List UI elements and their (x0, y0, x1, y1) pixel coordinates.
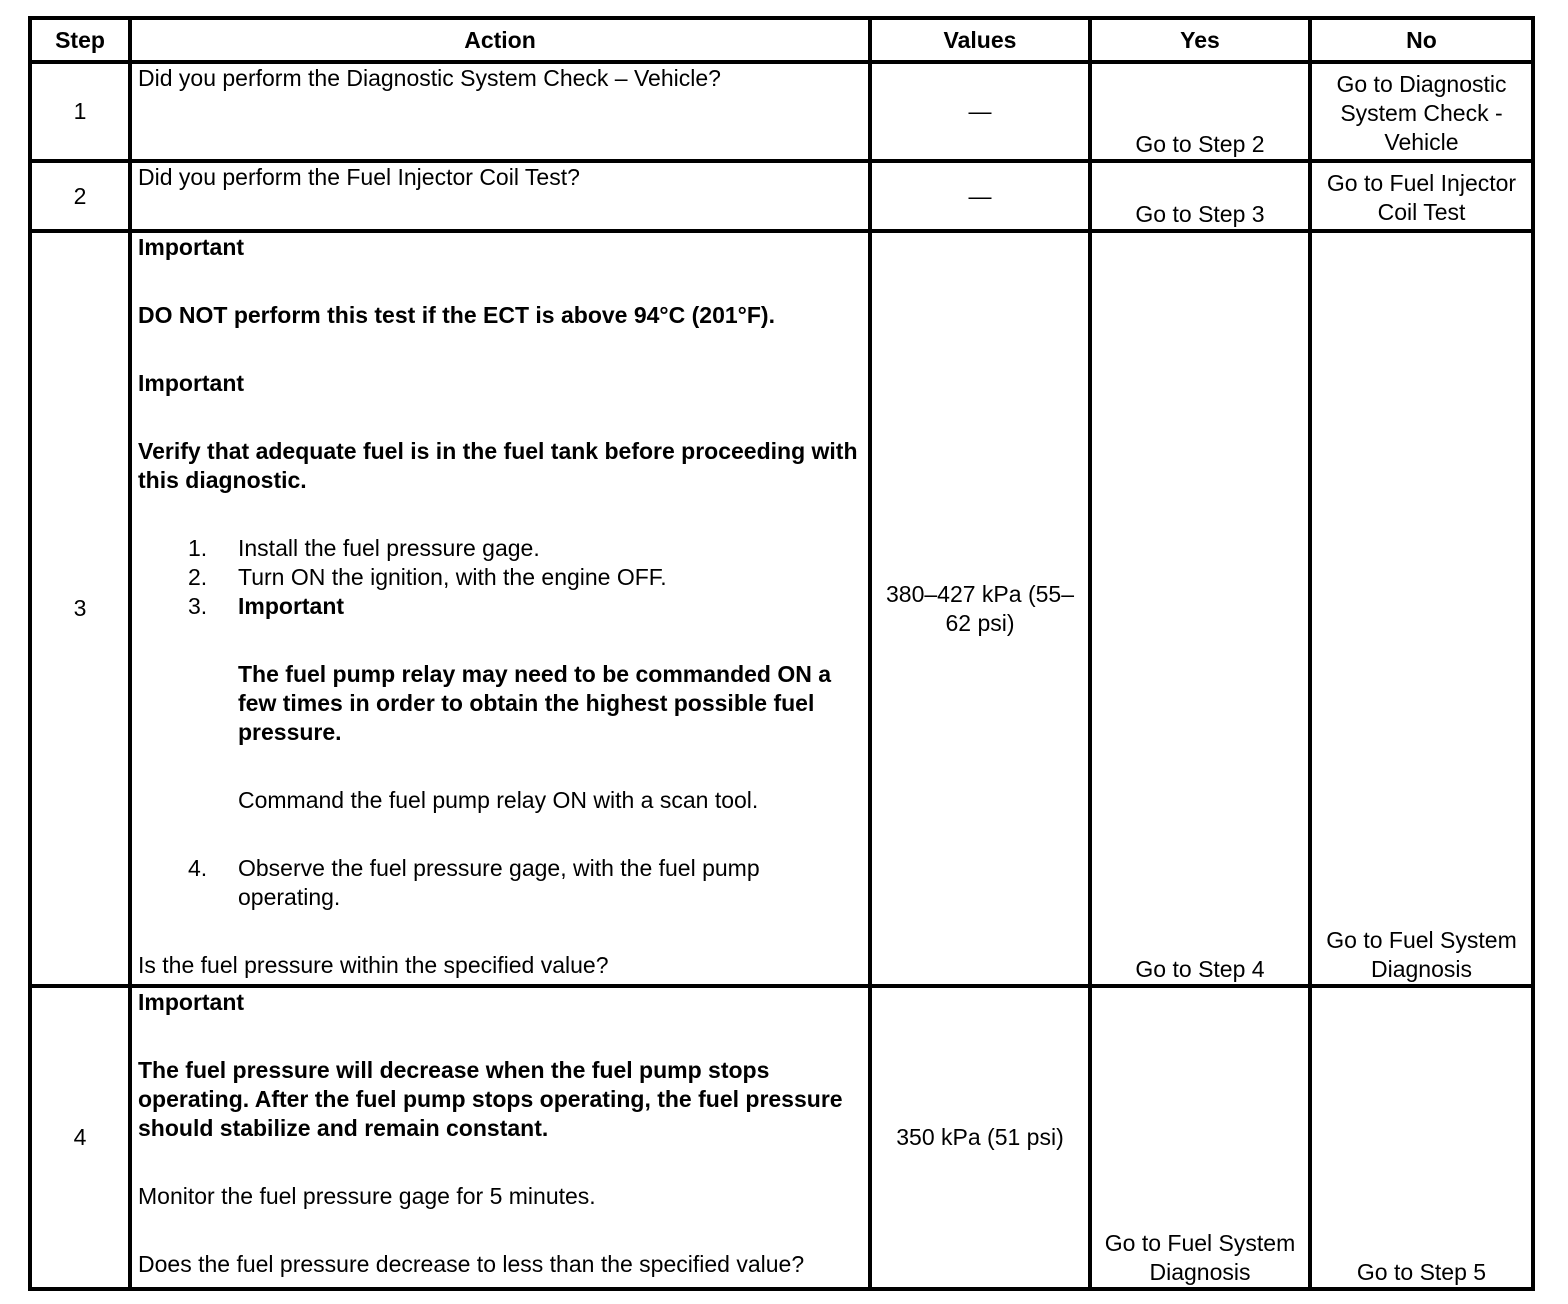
yes-cell: Go to Fuel System Diagnosis (1090, 986, 1310, 1289)
no-cell: Go to Fuel System Diagnosis (1310, 231, 1533, 986)
list-item (138, 854, 862, 912)
action-instruction: Monitor the fuel pressure gage for 5 minutes. (138, 1183, 596, 1209)
important-label: Important (238, 593, 345, 619)
important-label: Important (138, 989, 245, 1015)
table-row (30, 161, 1533, 231)
action-cell (130, 62, 870, 161)
no-cell: Go to Fuel Injector Coil Test (1310, 161, 1533, 231)
header-yes: Yes (1090, 18, 1310, 62)
list-item-number: 2. (188, 564, 208, 590)
important-text: Verify that adequate fuel is in the fuel tank before proceeding with this diagnostic. (138, 438, 858, 493)
table-row (30, 986, 1533, 1289)
list-item-text: Install the fuel pressure gage. (238, 535, 540, 561)
header-step: Step (30, 18, 130, 62)
yes-cell: Go to Step 2 (1090, 62, 1310, 161)
list-item (138, 592, 862, 815)
action-cell (130, 231, 870, 986)
action-question: Does the fuel pressure decrease to less than the specified value? (138, 1251, 805, 1277)
action-question: Did you perform the Fuel Injector Coil Test? (138, 164, 580, 190)
list-item-text: Command the fuel pump relay ON with a scan tool. (238, 787, 759, 813)
value-cell: — (870, 161, 1090, 231)
list-item (138, 563, 862, 592)
header-row (30, 18, 1533, 62)
important-label: Important (138, 234, 245, 260)
list-item-number: 4. (188, 855, 208, 881)
value-cell: 380–427 kPa (55–62 psi) (870, 231, 1090, 986)
step-number: 3 (30, 231, 130, 986)
value-cell: 350 kPa (51 psi) (870, 986, 1090, 1289)
important-label: Important (138, 370, 245, 396)
list-item-text: Turn ON the ignition, with the engine OFF. (238, 564, 667, 590)
table-row (30, 62, 1533, 161)
yes-cell: Go to Step 4 (1090, 231, 1310, 986)
action-question: Did you perform the Diagnostic System Check – Vehicle? (138, 65, 721, 91)
list-item-number: 3. (188, 593, 208, 619)
step-number: 4 (30, 986, 130, 1289)
step-number: 2 (30, 161, 130, 231)
no-cell: Go to Step 5 (1310, 986, 1533, 1289)
header-values: Values (870, 18, 1090, 62)
action-question: Is the fuel pressure within the specified value? (138, 952, 609, 978)
list-item-number: 1. (188, 535, 208, 561)
step-number: 1 (30, 62, 130, 161)
list-item (138, 534, 862, 563)
important-text: The fuel pressure will decrease when the fuel pump stops operating. After the fuel pump stops operating, the fuel pressure should stabilize and remain constant. (138, 1057, 843, 1141)
diagnostic-table (28, 16, 1535, 1291)
procedure-list (138, 534, 862, 912)
important-text: The fuel pump relay may need to be commanded ON a few times in order to obtain the highest possible fuel pressure. (238, 661, 832, 745)
list-item-text: Observe the fuel pressure gage, with the fuel pump operating. (238, 855, 760, 910)
header-no: No (1310, 18, 1533, 62)
yes-cell: Go to Step 3 (1090, 161, 1310, 231)
header-action: Action (130, 18, 870, 62)
no-cell: Go to Diagnostic System Check - Vehicle (1310, 62, 1533, 161)
table-row (30, 231, 1533, 986)
action-cell (130, 161, 870, 231)
value-cell: — (870, 62, 1090, 161)
important-text: DO NOT perform this test if the ECT is above 94°C (201°F). (138, 302, 775, 328)
action-cell (130, 986, 870, 1289)
